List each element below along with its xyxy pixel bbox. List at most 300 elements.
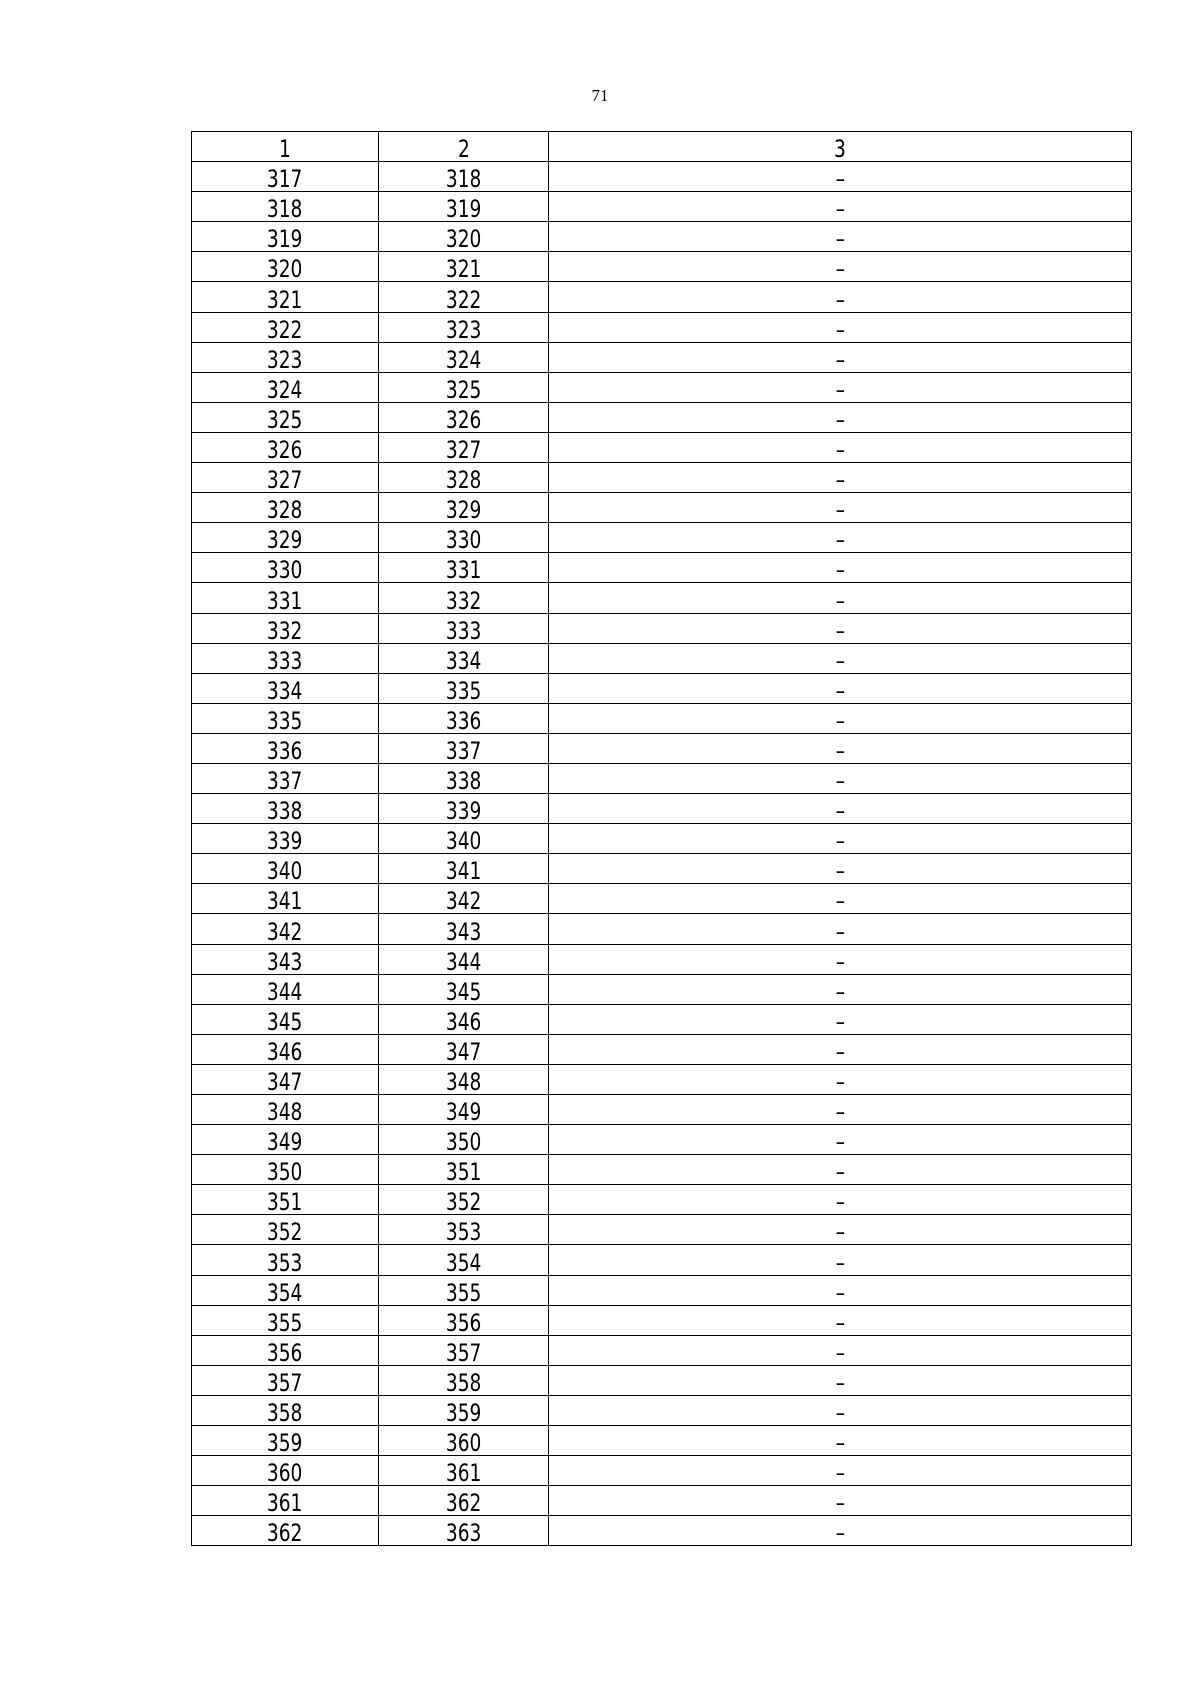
cell-text: 357: [267, 1368, 303, 1397]
cell-text: –: [835, 887, 845, 916]
table-cell-col-2: [379, 824, 549, 854]
table-row: [192, 192, 1132, 222]
table-cell-col-1: [192, 583, 379, 613]
table-row: [192, 763, 1132, 793]
table-cell-col-2: [379, 884, 549, 914]
table-cell-col-3: [549, 824, 1132, 854]
cell-text: 338: [267, 797, 303, 826]
table-cell-col-1: [192, 1245, 379, 1275]
cell-text: 333: [445, 616, 482, 645]
cell-text: 332: [267, 616, 303, 645]
cell-text: 360: [267, 1459, 303, 1488]
table-cell-col-3: [549, 312, 1132, 342]
cell-text: –: [835, 616, 845, 645]
table-cell-col-3: [549, 523, 1132, 553]
cell-text: 320: [267, 255, 303, 284]
cell-text: 337: [267, 767, 303, 796]
table-cell-col-3: [549, 613, 1132, 643]
cell-text: 358: [445, 1368, 482, 1397]
table-row: [192, 282, 1132, 312]
cell-text: –: [835, 827, 845, 856]
table-cell-col-3: [549, 1095, 1132, 1125]
cell-text: –: [835, 466, 845, 495]
table-cell-col-3: [549, 192, 1132, 222]
cell-text: 330: [445, 526, 482, 555]
cell-text: 318: [267, 195, 303, 224]
table-cell-col-2: [379, 132, 549, 162]
cell-text: 319: [267, 225, 303, 254]
table-cell-col-1: [192, 733, 379, 763]
table-cell-col-1: [192, 222, 379, 252]
cell-text: 320: [445, 225, 482, 254]
table-cell-col-2: [379, 463, 549, 493]
table-cell-col-1: [192, 1456, 379, 1486]
table-cell-col-3: [549, 703, 1132, 733]
cell-text: –: [835, 375, 845, 404]
table-cell-col-1: [192, 1426, 379, 1456]
table-cell-col-1: [192, 1095, 379, 1125]
table-cell-col-2: [379, 1456, 549, 1486]
cell-text: 354: [267, 1278, 303, 1307]
table-cell-col-2: [379, 974, 549, 1004]
cell-text: –: [835, 586, 845, 615]
cell-text: 331: [445, 556, 482, 585]
cell-text: 327: [267, 466, 303, 495]
table-cell-col-3: [549, 1034, 1132, 1064]
cell-text: –: [835, 1068, 845, 1096]
table-cell-col-2: [379, 1095, 549, 1125]
cell-text: –: [835, 225, 845, 254]
table-row: [192, 1185, 1132, 1215]
table-row: [192, 1125, 1132, 1155]
table-cell-col-1: [192, 523, 379, 553]
table-cell-col-2: [379, 553, 549, 583]
cell-text: –: [835, 1368, 845, 1397]
table-cell-col-3: [549, 944, 1132, 974]
table-row: [192, 643, 1132, 673]
table-cell-col-2: [379, 1335, 549, 1365]
table-cell-col-3: [549, 733, 1132, 763]
table-cell-col-3: [549, 1486, 1132, 1516]
cell-text: 341: [267, 887, 303, 916]
cell-text: 340: [445, 827, 482, 856]
table-cell-col-3: [549, 854, 1132, 884]
cell-text: –: [835, 255, 845, 284]
cell-text: –: [835, 1128, 845, 1157]
table-cell-col-2: [379, 763, 549, 796]
table-cell-col-2: [379, 1185, 549, 1215]
cell-text: 357: [445, 1338, 482, 1367]
table-cell-col-3: [549, 794, 1132, 824]
cell-text: 362: [267, 1519, 303, 1548]
cell-text: 344: [445, 947, 482, 976]
table-cell-col-1: [192, 553, 379, 583]
cell-text: –: [835, 556, 845, 585]
table-cell-col-2: [379, 1365, 549, 1395]
cell-text: –: [835, 1459, 845, 1488]
table-cell-col-3: [549, 1395, 1132, 1428]
table-cell-col-2: [379, 703, 549, 733]
cell-text: 355: [445, 1278, 482, 1307]
table-cell-col-1: [192, 1365, 379, 1395]
cell-text: 331: [267, 586, 303, 615]
cell-text: 341: [445, 857, 482, 886]
table-row: [192, 1426, 1132, 1456]
cell-text: 346: [267, 1037, 303, 1066]
table-cell-col-3: [549, 1185, 1132, 1215]
table-row: [192, 252, 1132, 282]
table-cell-col-2: [379, 914, 549, 944]
cell-text: 319: [445, 195, 482, 224]
table-row: [192, 824, 1132, 854]
table-cell-col-1: [192, 132, 379, 162]
table-cell-col-1: [192, 252, 379, 282]
cell-text: 347: [267, 1068, 303, 1096]
cell-text: 348: [267, 1098, 303, 1127]
table-cell-col-3: [549, 1004, 1132, 1034]
table-cell-col-3: [549, 493, 1132, 523]
table-cell-col-2: [379, 613, 549, 643]
table-cell-col-2: [379, 1516, 549, 1546]
table-cell-col-1: [192, 763, 379, 796]
table-row: [192, 312, 1132, 342]
table-row: [192, 1095, 1132, 1125]
table-cell-col-2: [379, 583, 549, 613]
table-cell-col-2: [379, 1034, 549, 1064]
table-cell-col-2: [379, 1245, 549, 1275]
cell-text: –: [835, 1399, 845, 1428]
table-row: [192, 1456, 1132, 1486]
cell-text: 350: [267, 1158, 303, 1187]
cell-text: –: [835, 947, 845, 976]
table-cell-col-3: [549, 884, 1132, 914]
table-cell-col-1: [192, 1034, 379, 1064]
cell-text: –: [835, 1037, 845, 1066]
table-cell-col-2: [379, 222, 549, 252]
cell-text: –: [835, 1188, 845, 1217]
cell-text: 356: [445, 1308, 482, 1337]
table-row: [192, 402, 1132, 432]
cell-text: 354: [445, 1248, 482, 1277]
table-cell-col-1: [192, 643, 379, 673]
cell-text: 322: [445, 285, 482, 314]
table-cell-col-2: [379, 372, 549, 402]
table-cell-col-3: [549, 1305, 1132, 1335]
table-row: [192, 1215, 1132, 1245]
table-cell-col-3: [549, 1516, 1132, 1546]
cell-text: 345: [267, 1007, 303, 1036]
table-cell-col-1: [192, 162, 379, 192]
table-cell-col-2: [379, 733, 549, 763]
cell-text: 334: [267, 676, 303, 705]
cell-text: 335: [267, 706, 303, 735]
table-row: [192, 703, 1132, 733]
cell-text: 334: [445, 646, 482, 675]
cell-text: 324: [445, 345, 482, 374]
cell-text: 330: [267, 556, 303, 585]
table-cell-col-1: [192, 372, 379, 402]
table-cell-col-2: [379, 1275, 549, 1305]
cell-text: –: [835, 315, 845, 344]
cell-text: 360: [445, 1429, 482, 1458]
table-cell-col-2: [379, 192, 549, 222]
table-row: [192, 1245, 1132, 1275]
cell-text: 348: [445, 1068, 482, 1096]
table-row: [192, 463, 1132, 493]
cell-text: 361: [267, 1489, 303, 1518]
cell-text: 2: [457, 135, 470, 164]
table-row: [192, 553, 1132, 583]
table-cell-col-3: [549, 1365, 1132, 1395]
table-row: [192, 1004, 1132, 1034]
cell-text: –: [835, 526, 845, 555]
table-header-row: [192, 132, 1132, 162]
cell-text: 343: [445, 917, 482, 946]
cell-text: –: [835, 1007, 845, 1036]
cell-text: –: [835, 1429, 845, 1458]
cell-text: 326: [445, 405, 482, 434]
table-cell-col-3: [549, 132, 1132, 162]
table-cell-col-3: [549, 914, 1132, 944]
cell-text: 356: [267, 1338, 303, 1367]
cell-text: 318: [445, 165, 482, 194]
table-cell-col-1: [192, 192, 379, 222]
table-cell-col-1: [192, 914, 379, 944]
table-cell-col-2: [379, 1215, 549, 1245]
cell-text: 328: [267, 496, 303, 525]
cell-text: 337: [445, 736, 482, 765]
table-cell-col-1: [192, 312, 379, 342]
table-cell-col-2: [379, 1064, 549, 1094]
table-cell-col-3: [549, 643, 1132, 673]
table-row: [192, 974, 1132, 1004]
table-cell-col-2: [379, 944, 549, 974]
table-cell-col-3: [549, 583, 1132, 613]
cell-text: 342: [267, 917, 303, 946]
table-cell-col-2: [379, 493, 549, 523]
table-row: [192, 794, 1132, 824]
table-row: [192, 1034, 1132, 1064]
cell-text: 345: [445, 977, 482, 1006]
table-cell-col-2: [379, 673, 549, 703]
table-cell-col-3: [549, 162, 1132, 192]
table-row: [192, 523, 1132, 553]
table-cell-col-1: [192, 1064, 379, 1094]
table-cell-col-2: [379, 282, 549, 312]
table-cell-col-1: [192, 703, 379, 733]
cell-text: 346: [445, 1007, 482, 1036]
cell-text: 317: [267, 165, 303, 194]
table-cell-col-1: [192, 1395, 379, 1428]
table-cell-col-1: [192, 1155, 379, 1185]
data-table: [191, 131, 1132, 1546]
table-cell-col-1: [192, 1516, 379, 1546]
table-row: [192, 162, 1132, 192]
table-cell-col-2: [379, 432, 549, 465]
cell-text: –: [835, 797, 845, 826]
table-cell-col-1: [192, 282, 379, 312]
table-cell-col-2: [379, 1155, 549, 1185]
table-row: [192, 1365, 1132, 1395]
cell-text: –: [835, 1338, 845, 1367]
cell-text: 336: [267, 736, 303, 765]
cell-text: 351: [267, 1188, 303, 1217]
table-cell-col-2: [379, 1486, 549, 1516]
cell-text: 327: [445, 436, 482, 465]
table-cell-col-2: [379, 402, 549, 432]
table-cell-col-2: [379, 1305, 549, 1335]
table-cell-col-1: [192, 824, 379, 854]
table-cell-col-2: [379, 1125, 549, 1155]
table-row: [192, 914, 1132, 944]
cell-text: 359: [445, 1399, 482, 1428]
table-cell-col-1: [192, 1305, 379, 1335]
table-cell-col-3: [549, 402, 1132, 432]
table-row: [192, 613, 1132, 643]
table-cell-col-3: [549, 282, 1132, 312]
table-cell-col-1: [192, 1275, 379, 1305]
cell-text: –: [835, 1218, 845, 1247]
page-number: 71: [591, 86, 609, 105]
table-cell-col-2: [379, 643, 549, 673]
table-row: [192, 1275, 1132, 1305]
table-cell-col-1: [192, 1004, 379, 1034]
table-cell-col-1: [192, 463, 379, 493]
cell-text: –: [835, 405, 845, 434]
table-cell-col-3: [549, 1275, 1132, 1305]
table-cell-col-3: [549, 974, 1132, 1004]
table-cell-col-3: [549, 1155, 1132, 1185]
table-cell-col-2: [379, 854, 549, 884]
table-row: [192, 222, 1132, 252]
table-row: [192, 342, 1132, 372]
table-cell-col-2: [379, 342, 549, 372]
table-cell-col-3: [549, 1064, 1132, 1094]
cell-text: 328: [445, 466, 482, 495]
cell-text: 351: [445, 1158, 482, 1187]
cell-text: –: [835, 767, 845, 796]
table-cell-col-3: [549, 553, 1132, 583]
table-cell-col-3: [549, 463, 1132, 493]
cell-text: –: [835, 195, 845, 224]
cell-text: 323: [445, 315, 482, 344]
cell-text: 335: [445, 676, 482, 705]
cell-text: 355: [267, 1308, 303, 1337]
cell-text: 3: [834, 135, 846, 164]
cell-text: 339: [267, 827, 303, 856]
cell-text: 347: [445, 1037, 482, 1066]
cell-text: –: [835, 857, 845, 886]
cell-text: –: [835, 436, 845, 465]
table-cell-col-2: [379, 162, 549, 192]
cell-text: 329: [445, 496, 482, 525]
table-row: [192, 1516, 1132, 1546]
cell-text: –: [835, 1098, 845, 1127]
cell-text: 329: [267, 526, 303, 555]
table-row: [192, 673, 1132, 703]
table-cell-col-2: [379, 1004, 549, 1034]
table-body: [192, 132, 1132, 1546]
table-cell-col-1: [192, 1185, 379, 1215]
table-row: [192, 1486, 1132, 1516]
table-cell-col-1: [192, 944, 379, 974]
cell-text: –: [835, 345, 845, 374]
table-cell-col-3: [549, 673, 1132, 703]
cell-text: 324: [267, 375, 303, 404]
cell-text: 359: [267, 1429, 303, 1458]
cell-text: 349: [267, 1128, 303, 1157]
cell-text: 321: [445, 255, 482, 284]
table-cell-col-2: [379, 252, 549, 282]
table-cell-col-2: [379, 1426, 549, 1456]
table-row: [192, 733, 1132, 763]
cell-text: –: [835, 1248, 845, 1277]
cell-text: –: [835, 977, 845, 1006]
table-cell-col-3: [549, 1245, 1132, 1275]
cell-text: 353: [445, 1218, 482, 1247]
cell-text: –: [835, 1519, 845, 1548]
cell-text: 322: [267, 315, 303, 344]
table-row: [192, 583, 1132, 613]
table-row: [192, 944, 1132, 974]
cell-text: –: [835, 1308, 845, 1337]
table-cell-col-1: [192, 974, 379, 1004]
cell-text: 344: [267, 977, 303, 1006]
table-row: [192, 1155, 1132, 1185]
cell-text: 349: [445, 1098, 482, 1127]
table-cell-col-3: [549, 1215, 1132, 1245]
table-cell-col-3: [549, 1426, 1132, 1456]
table-row: [192, 493, 1132, 523]
table-cell-col-1: [192, 884, 379, 914]
table-cell-col-2: [379, 1395, 549, 1428]
cell-text: –: [835, 285, 845, 314]
table-cell-col-3: [549, 342, 1132, 372]
table-cell-col-1: [192, 613, 379, 643]
cell-text: 343: [267, 947, 303, 976]
table-row: [192, 1305, 1132, 1335]
table-cell-col-1: [192, 342, 379, 372]
table-row: [192, 1395, 1132, 1425]
table-cell-col-3: [549, 1335, 1132, 1365]
table-cell-col-1: [192, 1486, 379, 1516]
cell-text: 325: [267, 405, 303, 434]
cell-text: 338: [445, 767, 482, 796]
table-row: [192, 432, 1132, 462]
cell-text: 323: [267, 345, 303, 374]
table-cell-col-3: [549, 1456, 1132, 1486]
cell-text: 325: [445, 375, 482, 404]
cell-text: 361: [445, 1459, 482, 1488]
table-cell-col-3: [549, 432, 1132, 465]
table-cell-col-3: [549, 763, 1132, 796]
cell-text: 363: [445, 1519, 482, 1548]
cell-text: 342: [445, 887, 482, 916]
cell-text: –: [835, 1158, 845, 1187]
table-cell-col-3: [549, 372, 1132, 402]
cell-text: 362: [445, 1489, 482, 1518]
cell-text: 333: [267, 646, 303, 675]
cell-text: 336: [445, 706, 482, 735]
table-cell-col-2: [379, 312, 549, 342]
cell-text: 326: [267, 436, 303, 465]
cell-text: –: [835, 1489, 845, 1518]
table-cell-col-1: [192, 1125, 379, 1155]
table-cell-col-1: [192, 493, 379, 523]
cell-text: –: [835, 706, 845, 735]
table-cell-col-1: [192, 402, 379, 432]
table-cell-col-1: [192, 854, 379, 884]
